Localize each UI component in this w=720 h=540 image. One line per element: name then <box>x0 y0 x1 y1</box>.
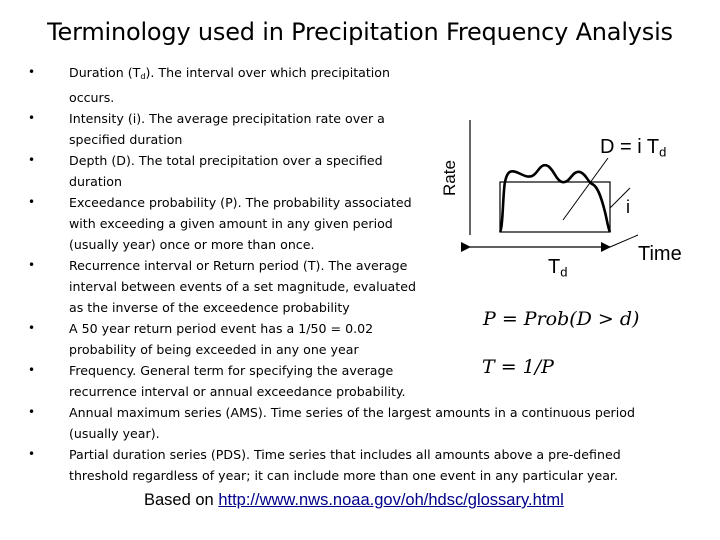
bullet-dot: • <box>28 111 36 126</box>
slide-title: Terminology used in Precipitation Frequency Analysis <box>47 18 673 46</box>
duration-label <box>548 256 567 279</box>
diagram-graphic <box>430 100 720 300</box>
bullet-text: Frequency. General term for specifying the average recurrence interval or annual exceedance probability. <box>69 363 406 400</box>
bullet-dot: • <box>28 65 36 79</box>
bullet-dot: • <box>28 195 36 210</box>
bullet-text: Partial duration series (PDS). Time series that includes all amounts above a pre-defined threshold regardless of year; it can include more than one event in any particular year. <box>69 447 621 484</box>
bullet-text: A 50 year return period event has a 1/50 = 0.02 probability of being exceeded in any one year <box>69 321 374 358</box>
x-axis-label: Time <box>638 243 682 265</box>
footer-prefix: Based on <box>144 491 219 509</box>
bullet-text: ). The interval over which precipitation occurs. <box>69 65 390 106</box>
bullet-intensity <box>28 108 429 150</box>
bullet-text: Depth (D). The total precipitation over a specified duration <box>69 153 383 190</box>
bullet-frequency <box>28 360 429 402</box>
duration-text: T <box>548 256 561 278</box>
probability-equation: P = Prob(D > d) <box>483 308 640 330</box>
bullet-dot: • <box>28 321 36 336</box>
bullet-subscript: d <box>140 71 146 82</box>
bullet-text: Exceedance probability (P). The probability associated with exceeding a given amount in any given period (usually year) once or more than once. <box>69 195 412 253</box>
relation-subscript: d <box>659 144 667 160</box>
bullet-text: Annual maximum series (AMS). Time series of the largest amounts in a continuous period (usually year). <box>69 405 635 442</box>
bullet-depth <box>28 150 429 192</box>
bullet-50-year-example <box>28 318 429 360</box>
bullet-duration <box>28 62 429 108</box>
depth-leader-line <box>563 158 608 220</box>
bullet-partial-duration-series <box>28 444 649 486</box>
bullet-text: Intensity (i). The average precipitation rate over a specified duration <box>69 111 385 148</box>
bullet-text: Recurrence interval or Return period (T). The average interval between events of a set magnitude, evaluated as the inverse of the exceedence probability <box>69 258 416 316</box>
bullet-dot: • <box>28 258 36 273</box>
return-period-equation: T = 1/P <box>482 356 554 378</box>
intensity-label: i <box>626 197 630 217</box>
time-leader-line <box>610 235 638 247</box>
average-intensity-box <box>500 182 610 232</box>
duration-subscript: d <box>560 264 568 280</box>
bullet-annual-maximum-series <box>28 402 649 444</box>
bullet-dot: • <box>28 405 36 420</box>
rainfall-curve <box>500 165 610 232</box>
rate-time-diagram <box>430 100 720 300</box>
relation-text: D = i T <box>600 136 660 158</box>
bullet-exceedance-probability <box>28 192 429 255</box>
glossary-link[interactable]: http://www.nws.noaa.gov/oh/hdsc/glossary.html <box>218 491 564 509</box>
bullet-text: Duration (T <box>69 65 141 80</box>
bullet-return-period <box>28 255 429 318</box>
source-footer <box>144 491 564 510</box>
bullet-dot: • <box>28 447 36 462</box>
bullet-dot: • <box>28 363 36 378</box>
y-axis-label: Rate <box>440 160 459 196</box>
depth-relation-label <box>600 136 666 159</box>
bullet-dot: • <box>28 153 36 168</box>
